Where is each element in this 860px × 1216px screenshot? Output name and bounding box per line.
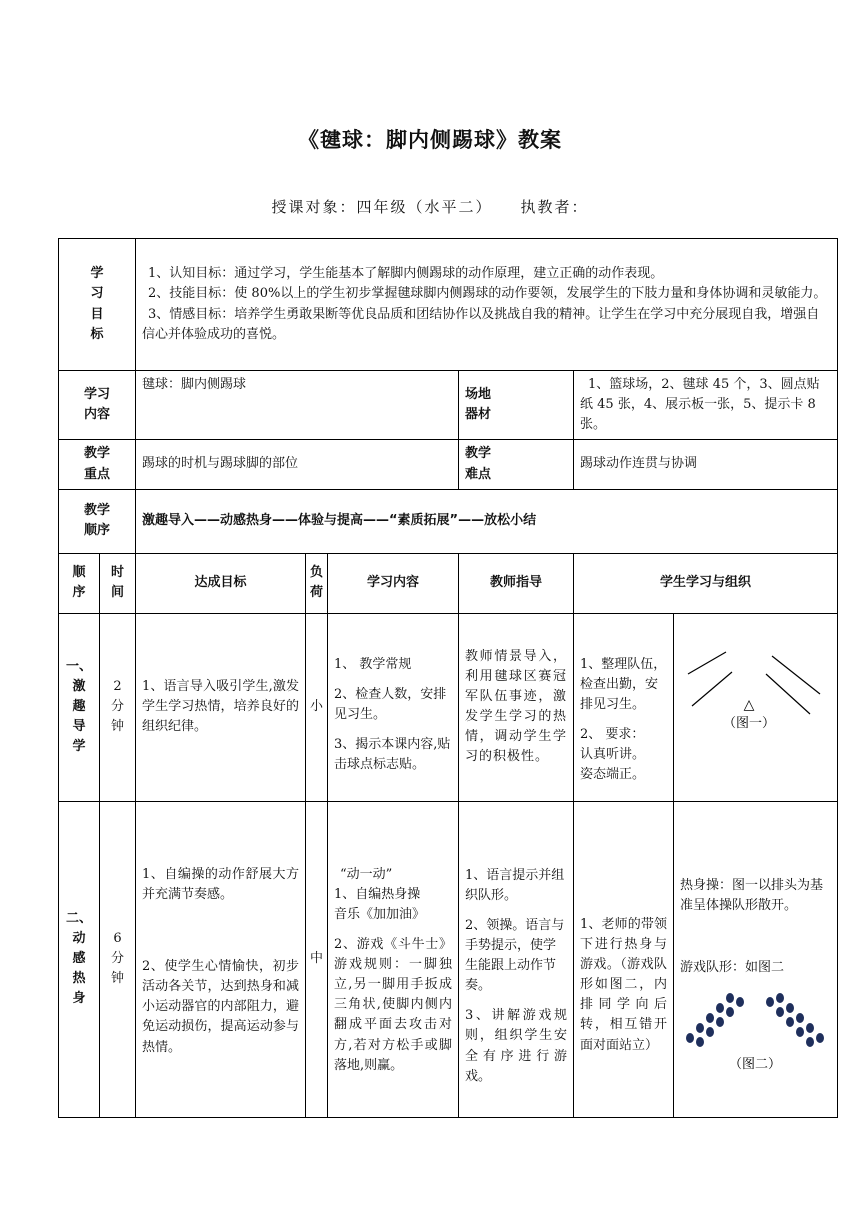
- goals-cell: [136, 239, 838, 371]
- student-dot: [806, 1037, 814, 1047]
- student-dot: [716, 1003, 724, 1013]
- teacher-item: 3、讲解游戏规则，组织学生安全有序进行游戏。: [465, 1008, 568, 1084]
- goals-label: 学 习 目 标: [59, 239, 136, 371]
- section-seq: 一、 激 趣 导 学: [59, 613, 100, 801]
- student-item: 1、整理队伍，检查出勤，安排见习生。: [580, 656, 667, 713]
- goals-row: [59, 239, 838, 371]
- key-label: 教学 重点: [59, 440, 136, 489]
- content-item: 1、 教学常规: [334, 656, 412, 672]
- lesson-plan-table: [58, 238, 838, 1118]
- section-goal: [136, 801, 306, 1117]
- student-dot: [706, 1027, 714, 1037]
- student-dot: [686, 1033, 694, 1043]
- formation-line: [772, 656, 820, 694]
- column-header-row: [59, 553, 838, 613]
- formation-line: [766, 674, 810, 714]
- formation-line: [692, 672, 732, 706]
- student-dot: [796, 1013, 804, 1023]
- difficulty-label: 教学 难点: [459, 440, 574, 489]
- student-dot: [776, 993, 784, 1003]
- page-title: 《毽球：脚内侧踢球》教案: [298, 127, 562, 152]
- student-dot: [776, 1007, 784, 1017]
- section-time: 2 分 钟: [100, 613, 136, 801]
- header-student: 学生学习与组织: [574, 553, 838, 613]
- student-dot: [816, 1033, 824, 1043]
- class-target: 授课对象：四年级（水平二）: [271, 198, 493, 216]
- student-dot: [716, 1017, 724, 1027]
- key-row: [59, 440, 838, 489]
- order-value: 激趣导入——动感热身——体验与提高——“素质拓展”——放松小结: [136, 489, 838, 553]
- teacher-item: 2、领操。语言与手势提示，使学生能跟上动作节奏。: [465, 917, 565, 994]
- header-teacher: 教师指导: [459, 553, 574, 613]
- content-item: 1、自编热身操: [334, 886, 421, 902]
- section-student: [574, 801, 674, 1117]
- header-time: 时 间: [100, 553, 136, 613]
- content-value: 毽球：脚内侧踢球: [136, 371, 459, 440]
- content-item: 2、游戏《斗牛士》游戏规则：一脚独立,另一脚用手扳成三角状,使脚内侧内翻成平面去攻击对方,若对方松手或脚落地,则赢。: [334, 936, 453, 1073]
- student-item: 2、 要求：: [580, 727, 645, 743]
- student-dot: [786, 1017, 794, 1027]
- content-item: “动一动”: [340, 866, 393, 882]
- equip-label: 场地 器材: [459, 371, 574, 440]
- student-dot: [696, 1023, 704, 1033]
- order-label: 教学 顺序: [59, 489, 136, 553]
- content-item: 2、检查人数，安排见习生。: [334, 686, 447, 723]
- student-dot: [726, 1007, 734, 1017]
- formation-diagram-1: [674, 614, 836, 800]
- section-load: 中: [306, 801, 328, 1117]
- section-goal: 1、语言导入吸引学生,激发学生学习热情，培养良好的组织纪律。: [136, 613, 306, 801]
- figure-2-cell: [674, 801, 838, 1117]
- section-content: [328, 801, 459, 1117]
- header-goal: 达成目标: [136, 553, 306, 613]
- goal-item-3: 3、情感目标：培养学生勇敢果断等优良品质和团结协作以及挑战自我的精神。让学生在学习中充分展现自我，增强自信心并体验成功的喜悦。: [142, 306, 820, 342]
- section-load: 小: [306, 613, 328, 801]
- content-item: 3、揭示本课内容,贴击球点标志贴。: [334, 737, 451, 773]
- student-dot: [786, 1003, 794, 1013]
- student-dot: [726, 993, 734, 1003]
- student-dot: [696, 1037, 704, 1047]
- section-teacher: [459, 801, 574, 1117]
- section-row: [59, 613, 838, 801]
- student-item: 1、老师的带领下进行热身与游戏。（游戏队形如图二，内排同学向后转，相互错开面对面站立）: [580, 916, 668, 1053]
- student-dot: [806, 1023, 814, 1033]
- student-dot: [736, 997, 744, 1007]
- section-teacher: 教师情景导入，利用毽球区赛冠军队伍事迹，激发学生学习的热情，调动学生学习的积极性。: [459, 613, 574, 801]
- figure-1-caption: （图一）: [723, 716, 776, 732]
- figure-2-caption: （图二）: [729, 1057, 782, 1073]
- section-seq: 二、 动 感 热 身: [59, 801, 100, 1117]
- header-load: 负 荷: [306, 553, 328, 613]
- goal-item-2: 2、技能目标：使 80%以上的学生初步掌握毽球脚内侧踢球的动作要领，发展学生的下肢力量和身体协调和灵敏能力。: [148, 286, 827, 302]
- section-student: [574, 613, 674, 801]
- difficulty-value: 踢球动作连贯与协调: [574, 440, 838, 489]
- student-dot: [766, 997, 774, 1007]
- student-item: 认真听讲。: [580, 747, 646, 763]
- game-formation-note: 游戏队形：如图二: [680, 960, 785, 976]
- section-row: [59, 801, 838, 1117]
- teacher-mark-icon: △: [743, 697, 755, 714]
- formation-line: [688, 652, 726, 674]
- teacher-item: 1、语言提示并组织队形。: [465, 867, 565, 903]
- content-item: 音乐《加加油》: [334, 906, 426, 922]
- warmup-note: 热身操：图一以排头为基准呈体操队形散开。: [680, 877, 824, 914]
- equip-value: 1、篮球场，2、毽球 45 个，3、圆点贴纸 45 张，4、展示板一张，5、提示卡 8 张。: [574, 371, 838, 440]
- figure-1-cell: [674, 613, 838, 801]
- goal-item: 1、自编操的动作舒展大方并充满节奏感。: [142, 866, 300, 902]
- goal-item: 2、使学生心情愉快，初步活动各关节，达到热身和减小运动器官的内部阻力，避免运动损伤，提高运动参与热情。: [142, 958, 300, 1055]
- goal-item-1: 1、认知目标：通过学习，学生能基本了解脚内侧踢球的动作原理，建立正确的动作表现。: [148, 266, 664, 282]
- section-content: [328, 613, 459, 801]
- student-dot: [796, 1027, 804, 1037]
- formation-diagram-2: [680, 978, 830, 1074]
- header-content: 学习内容: [328, 553, 459, 613]
- header-seq: 顺 序: [59, 553, 100, 613]
- teacher-label: 执教者：: [520, 198, 589, 216]
- student-dot: [706, 1013, 714, 1023]
- key-value: 踢球的时机与踢球脚的部位: [136, 440, 459, 489]
- class-info: [0, 196, 860, 217]
- section-time: 6 分 钟: [100, 801, 136, 1117]
- content-row: [59, 371, 838, 440]
- order-row: [59, 489, 838, 553]
- student-item: 姿态端正。: [580, 767, 646, 783]
- content-label: 学习 内容: [59, 371, 136, 440]
